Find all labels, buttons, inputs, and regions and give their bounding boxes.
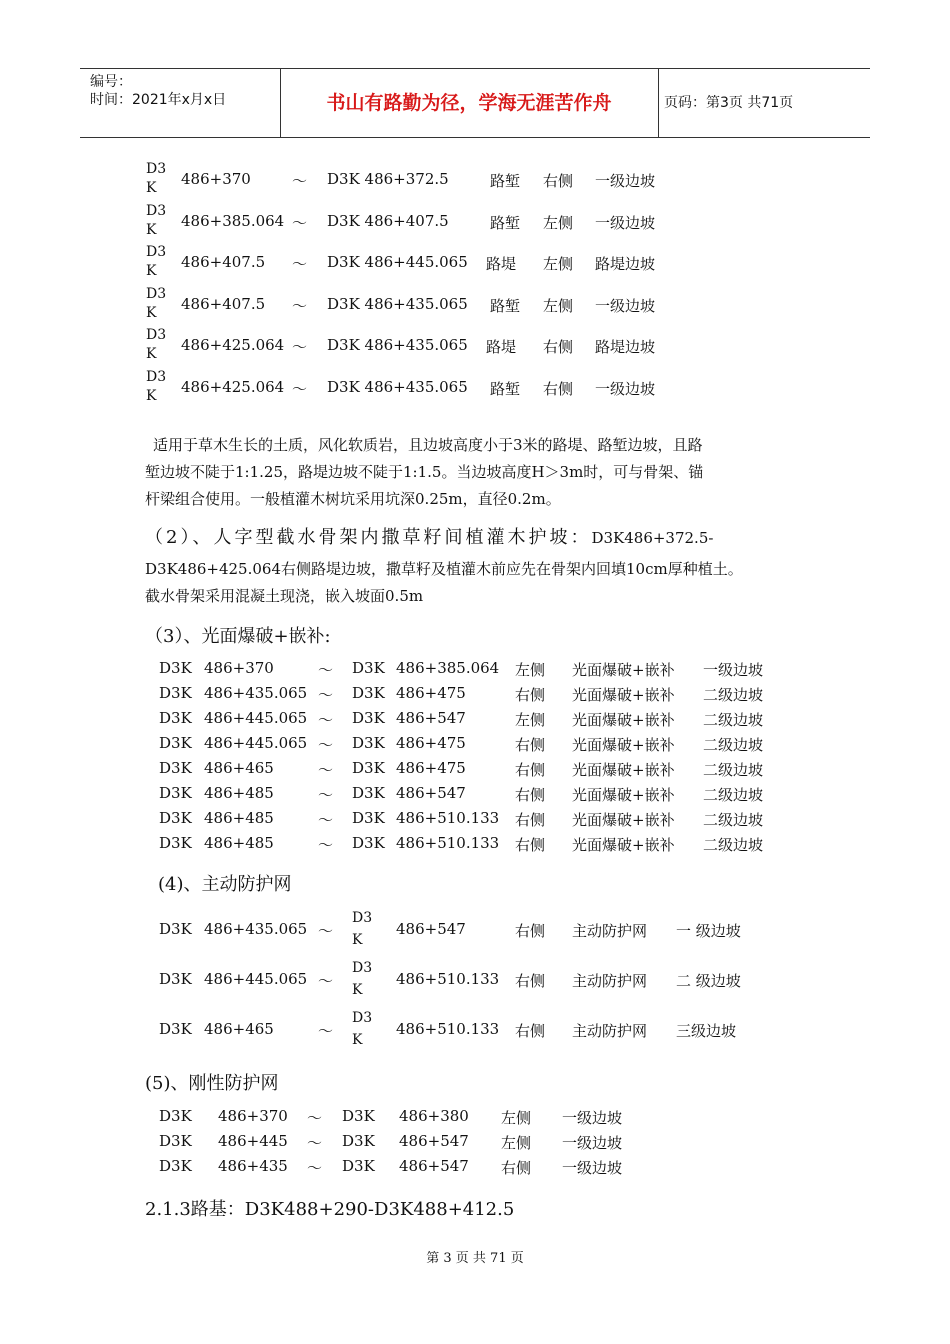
- page-footer: 第 3 页 共 71 页: [426, 1251, 524, 1266]
- km-prefix-d3: D3: [146, 327, 167, 343]
- heading-6: 2.1.3路基：D3K488+290-D3K488+412.5: [145, 1199, 515, 1220]
- end-chainage: 486+547: [399, 1157, 469, 1175]
- side: 左侧: [543, 296, 574, 315]
- start-chainage: 486+435: [218, 1157, 288, 1175]
- km-prefix-d3: D3: [352, 960, 373, 976]
- km-prefix-k: K: [146, 263, 157, 279]
- heading-4: (4)、主动防护网: [158, 874, 292, 895]
- km-prefix: D3K: [352, 809, 385, 827]
- start-chainage: 486+425.064: [181, 336, 285, 354]
- km-prefix-d3: D3: [146, 368, 167, 385]
- km-prefix-k: K: [352, 932, 363, 948]
- heading-2-text: （2）、人字型截水骨架内撒草籽间植灌木护坡：: [145, 527, 592, 548]
- km-prefix: D3K: [159, 1132, 192, 1150]
- km-prefix: D3K: [159, 1020, 192, 1038]
- slope-grade: 一级边坡: [595, 172, 656, 190]
- km-prefix: D3K: [159, 1157, 192, 1175]
- end-chainage: 486+475: [396, 734, 466, 752]
- start-chainage: 486+370: [204, 659, 274, 677]
- slope-grade: 二 级边坡: [676, 972, 741, 990]
- km-prefix: D3K: [159, 1107, 192, 1125]
- method: 主动防护网: [572, 972, 648, 990]
- slope-grade: 一级边坡: [562, 1109, 623, 1127]
- paragraph-2-line-1: D3K486+425.064右侧路堤边坡，撒草籽及植灌木前应先在骨架内回填10cm厚种植土。: [145, 560, 743, 578]
- paragraph-1-line-2: 堑边坡不陡于1:1.25，路堤边坡不陡于1:1.5。当边坡高度H＞3m时，可与骨架、锚: [145, 463, 704, 481]
- end-chainage: 486+547: [396, 709, 466, 727]
- paragraph-1-line-3: 杆梁组合使用。一般植灌木树坑采用坑深0.25m，直径0.2m。: [145, 490, 561, 508]
- range-tilde: ～: [307, 1134, 323, 1152]
- side: 右侧: [515, 736, 546, 754]
- range-tilde: ～: [318, 972, 334, 990]
- heading-2-tail: D3K486+372.5-: [591, 529, 714, 547]
- start-chainage: 486+407.5: [181, 294, 266, 313]
- method: 主动防护网: [572, 922, 648, 940]
- km-prefix: D3K: [159, 734, 192, 752]
- side: 右侧: [543, 338, 574, 356]
- end-chainage: 486+510.133: [396, 809, 500, 827]
- method: 光面爆破+嵌补: [572, 836, 675, 854]
- km-prefix: D3K: [159, 834, 192, 852]
- slope-grade: 二级边坡: [703, 811, 764, 829]
- km-prefix: D3K: [159, 684, 192, 702]
- km-prefix-d3: D3: [146, 202, 167, 219]
- km-prefix: D3K: [342, 1107, 375, 1125]
- end-chainage: D3K 486+407.5: [327, 211, 449, 230]
- km-prefix: D3K: [342, 1132, 375, 1150]
- km-prefix: D3K: [159, 809, 192, 827]
- end-chainage: 486+475: [396, 684, 466, 702]
- km-prefix-d3: D3: [146, 244, 167, 260]
- km-prefix-k: K: [352, 982, 363, 998]
- end-chainage: D3K 486+435.065: [327, 336, 468, 354]
- end-chainage: D3K 486+372.5: [327, 170, 449, 188]
- start-chainage: 486+425.064: [181, 377, 285, 396]
- km-prefix: D3K: [352, 734, 385, 752]
- method: 光面爆破+嵌补: [572, 661, 675, 679]
- slope-grade: 二级边坡: [703, 686, 764, 704]
- slope-grade: 一 级边坡: [676, 922, 741, 940]
- end-chainage: 486+385.064: [396, 659, 500, 677]
- end-chainage: 486+380: [399, 1107, 469, 1125]
- side: 右侧: [515, 1022, 546, 1040]
- range-tilde: ～: [307, 1109, 323, 1127]
- slope-grade: 二级边坡: [703, 736, 764, 754]
- km-prefix: D3K: [352, 834, 385, 852]
- end-chainage: D3K 486+435.065: [327, 294, 468, 313]
- header-motto: 书山有路勤为径，学海无涯苦作舟: [280, 69, 659, 137]
- slope-grade: 二级边坡: [703, 761, 764, 779]
- range-tilde: ～: [318, 736, 334, 754]
- side: 右侧: [515, 811, 546, 829]
- start-chainage: 486+435.065: [204, 684, 308, 702]
- end-chainage: D3K 486+435.065: [327, 377, 468, 396]
- side: 右侧: [515, 786, 546, 804]
- km-prefix: D3K: [159, 784, 192, 802]
- km-prefix-d3: D3: [352, 1010, 373, 1026]
- start-chainage: 486+385.064: [181, 211, 285, 230]
- km-prefix: D3K: [352, 684, 385, 702]
- paragraph-1: [145, 432, 815, 513]
- km-prefix: D3K: [159, 759, 192, 777]
- slope-grade: 一级边坡: [562, 1159, 623, 1177]
- slope-grade: 一级边坡: [562, 1134, 623, 1152]
- side: 右侧: [543, 379, 574, 398]
- embankment-type: 路堤: [486, 255, 517, 273]
- slope-grade: 三级边坡: [676, 1022, 737, 1040]
- time-label: 时间：2021年x月x日: [90, 92, 227, 108]
- start-chainage: 486+445.065: [204, 734, 308, 752]
- start-chainage: 486+445: [218, 1132, 288, 1150]
- slope-grade: 一级边坡: [703, 661, 764, 679]
- end-chainage: 486+547: [399, 1132, 469, 1150]
- header-meta: [80, 69, 281, 137]
- embankment-type: 路堤: [486, 338, 517, 356]
- page-header: [80, 68, 870, 138]
- km-prefix-k: K: [146, 221, 157, 238]
- side: 左侧: [501, 1109, 532, 1127]
- start-chainage: 486+465: [204, 759, 274, 777]
- km-prefix-d3: D3: [146, 161, 167, 177]
- range-tilde: ～: [292, 213, 308, 232]
- method: 光面爆破+嵌补: [572, 811, 675, 829]
- range-tilde: ～: [318, 811, 334, 829]
- range-tilde: ～: [292, 338, 308, 356]
- range-tilde: ～: [318, 1022, 334, 1040]
- km-prefix-k: K: [146, 304, 157, 321]
- start-chainage: 486+445.065: [204, 970, 308, 988]
- km-prefix-k: K: [146, 387, 157, 404]
- paragraph-2-line-2: 截水骨架采用混凝土现浇，嵌入坡面0.5m: [145, 587, 424, 605]
- km-prefix-k: K: [146, 346, 157, 362]
- slope-grade: 一级边坡: [595, 296, 656, 315]
- km-prefix: D3K: [352, 709, 385, 727]
- range-tilde: ～: [318, 836, 334, 854]
- start-chainage: 486+370: [218, 1107, 288, 1125]
- km-prefix: D3K: [159, 970, 192, 988]
- embankment-type: 路堑: [490, 379, 521, 398]
- slope-grade: 路堤边坡: [595, 338, 656, 356]
- km-prefix: D3K: [352, 759, 385, 777]
- end-chainage: 486+475: [396, 759, 466, 777]
- km-prefix: D3K: [352, 784, 385, 802]
- start-chainage: 486+435.065: [204, 920, 308, 938]
- side: 右侧: [543, 172, 574, 190]
- method: 光面爆破+嵌补: [572, 761, 675, 779]
- range-tilde: ～: [318, 922, 334, 940]
- heading-5: (5)、刚性防护网: [145, 1073, 279, 1094]
- km-prefix: D3K: [159, 920, 192, 938]
- km-prefix-k: K: [352, 1032, 363, 1048]
- side: 右侧: [515, 836, 546, 854]
- embankment-type: 路堑: [490, 213, 521, 232]
- side: 左侧: [501, 1134, 532, 1152]
- end-chainage: 486+510.133: [396, 970, 500, 988]
- km-prefix-k: K: [146, 180, 157, 196]
- km-prefix-d3: D3: [146, 285, 167, 302]
- side: 左侧: [543, 213, 574, 232]
- side: 右侧: [515, 972, 546, 990]
- range-tilde: ～: [318, 711, 334, 729]
- method: 光面爆破+嵌补: [572, 711, 675, 729]
- number-label: 编号：: [90, 74, 132, 90]
- header-page-info: 页码：第3页 共71页: [664, 95, 794, 111]
- start-chainage: 486+370: [181, 170, 251, 188]
- end-chainage: D3K 486+445.065: [327, 253, 468, 271]
- start-chainage: 486+407.5: [181, 253, 266, 271]
- range-tilde: ～: [318, 661, 334, 679]
- side: 右侧: [515, 761, 546, 779]
- range-tilde: ～: [292, 172, 308, 190]
- km-prefix: D3K: [159, 659, 192, 677]
- km-prefix-d3: D3: [352, 910, 373, 926]
- slope-grade: 二级边坡: [703, 786, 764, 804]
- slope-grade: 一级边坡: [595, 379, 656, 398]
- start-chainage: 486+485: [204, 809, 274, 827]
- km-prefix: D3K: [342, 1157, 375, 1175]
- side: 左侧: [515, 711, 546, 729]
- heading-2: [145, 523, 713, 549]
- start-chainage: 486+465: [204, 1020, 274, 1038]
- range-tilde: ～: [318, 786, 334, 804]
- slope-grade: 二级边坡: [703, 836, 764, 854]
- end-chainage: 486+547: [396, 920, 466, 938]
- range-tilde: ～: [292, 296, 308, 315]
- start-chainage: 486+445.065: [204, 709, 308, 727]
- end-chainage: 486+547: [396, 784, 466, 802]
- slope-grade: 二级边坡: [703, 711, 764, 729]
- method: 光面爆破+嵌补: [572, 786, 675, 804]
- heading-3: （3）、光面爆破+嵌补:: [145, 626, 331, 647]
- side: 左侧: [515, 661, 546, 679]
- range-tilde: ～: [292, 255, 308, 273]
- start-chainage: 486+485: [204, 834, 274, 852]
- range-tilde: ～: [292, 379, 308, 398]
- side: 右侧: [515, 686, 546, 704]
- paragraph-2: [145, 556, 815, 610]
- method: 主动防护网: [572, 1022, 648, 1040]
- range-tilde: ～: [318, 686, 334, 704]
- embankment-type: 路堑: [490, 172, 521, 190]
- slope-grade: 路堤边坡: [595, 255, 656, 273]
- km-prefix: D3K: [159, 709, 192, 727]
- method: 光面爆破+嵌补: [572, 736, 675, 754]
- side: 右侧: [501, 1159, 532, 1177]
- range-tilde: ～: [318, 761, 334, 779]
- method: 光面爆破+嵌补: [572, 686, 675, 704]
- end-chainage: 486+510.133: [396, 1020, 500, 1038]
- range-tilde: ～: [307, 1159, 323, 1177]
- km-prefix: D3K: [352, 659, 385, 677]
- end-chainage: 486+510.133: [396, 834, 500, 852]
- paragraph-1-line-1: 适用于草木生长的土质，风化软质岩，且边坡高度小于3米的路堤、路堑边坡，且路: [153, 436, 703, 454]
- side: 左侧: [543, 255, 574, 273]
- start-chainage: 486+485: [204, 784, 274, 802]
- slope-grade: 一级边坡: [595, 213, 656, 232]
- side: 右侧: [515, 922, 546, 940]
- embankment-type: 路堑: [490, 296, 521, 315]
